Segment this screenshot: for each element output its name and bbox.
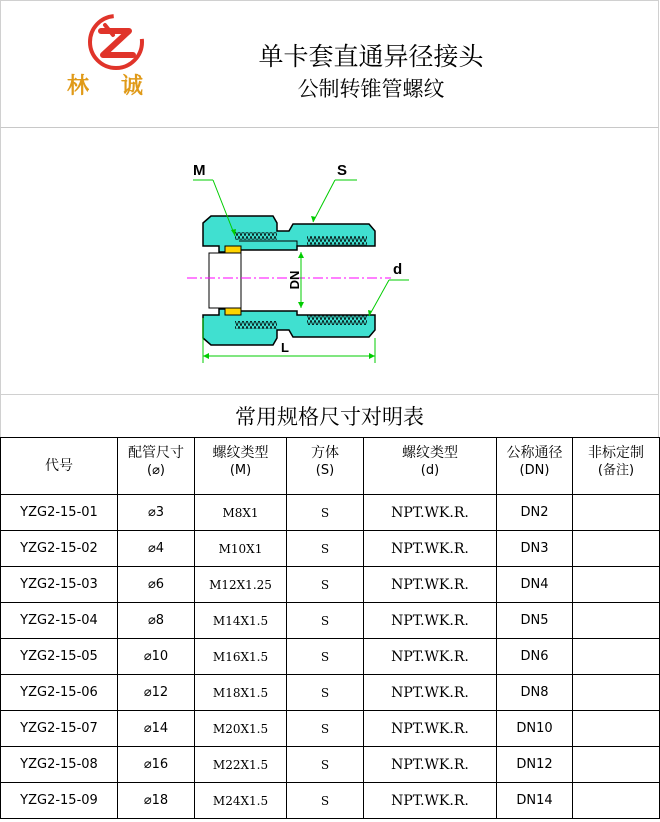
cell-thread-m: M16X1.5 — [195, 639, 287, 675]
cell-dn: DN8 — [497, 675, 573, 711]
cell-thread-m: M12X1.25 — [195, 567, 287, 603]
cell-tube-size: ⌀12 — [118, 675, 195, 711]
cell-code: YZG2-15-07 — [1, 711, 118, 747]
cell-thread-d: NPT.WK.R. — [364, 675, 497, 711]
cell-dn: DN12 — [497, 747, 573, 783]
cell-remark — [573, 711, 660, 747]
cell-code: YZG2-15-08 — [1, 747, 118, 783]
column-header — [118, 438, 195, 495]
cell-dn: DN10 — [497, 711, 573, 747]
cell-code: YZG2-15-02 — [1, 531, 118, 567]
cell-thread-m: M8X1 — [195, 495, 287, 531]
cell-tube-size: ⌀16 — [118, 747, 195, 783]
table-row — [1, 639, 660, 675]
column-header-label: 方体 — [311, 445, 339, 461]
cell-remark — [573, 639, 660, 675]
cell-remark — [573, 747, 660, 783]
cell-thread-m: M14X1.5 — [195, 603, 287, 639]
column-header-label: 螺纹类型 — [212, 445, 269, 461]
cell-code: YZG2-15-05 — [1, 639, 118, 675]
column-header-unit: (M) — [229, 463, 252, 478]
column-header — [364, 438, 497, 495]
cell-tube-size: ⌀18 — [118, 783, 195, 819]
cell-hex-s: S — [287, 783, 364, 819]
column-header — [195, 438, 287, 495]
page-title: 单卡套直通异径接头 — [258, 42, 484, 71]
label-m: M — [193, 162, 206, 179]
column-header-unit: (S) — [315, 463, 335, 478]
cell-dn: DN6 — [497, 639, 573, 675]
cell-tube-size: ⌀6 — [118, 567, 195, 603]
cell-code: YZG2-15-03 — [1, 567, 118, 603]
cell-dn: DN3 — [497, 531, 573, 567]
column-header-label: 非标定制 — [588, 445, 644, 461]
column-header-label: 代号 — [45, 458, 73, 474]
cell-hex-s: S — [287, 675, 364, 711]
cell-dn: DN2 — [497, 495, 573, 531]
cell-hex-s: S — [287, 531, 364, 567]
cell-remark — [573, 531, 660, 567]
cell-code: YZG2-15-06 — [1, 675, 118, 711]
cell-thread-d: NPT.WK.R. — [364, 603, 497, 639]
cell-dn: DN5 — [497, 603, 573, 639]
cell-remark — [573, 783, 660, 819]
cell-dn: DN4 — [497, 567, 573, 603]
column-header-label: 螺纹类型 — [402, 445, 458, 461]
column-header — [1, 438, 118, 495]
table-header-row — [1, 438, 660, 495]
label-d: d — [393, 261, 403, 278]
cell-thread-d: NPT.WK.R. — [364, 747, 497, 783]
column-header-unit: (DN) — [519, 463, 550, 478]
header — [0, 0, 659, 128]
cell-thread-d: NPT.WK.R. — [364, 567, 497, 603]
table-row — [1, 531, 660, 567]
cell-thread-d: NPT.WK.R. — [364, 711, 497, 747]
cell-tube-size: ⌀4 — [118, 531, 195, 567]
tube — [209, 253, 241, 308]
table-row — [1, 711, 660, 747]
cell-remark — [573, 675, 660, 711]
fitting-cross-section-drawing — [1, 128, 660, 394]
cell-hex-s: S — [287, 747, 364, 783]
logo-text-left: 林 — [67, 73, 92, 99]
column-header — [573, 438, 660, 495]
cell-remark — [573, 495, 660, 531]
column-header-label: 公称通径 — [506, 445, 563, 461]
cell-thread-d: NPT.WK.R. — [364, 495, 497, 531]
cell-dn: DN14 — [497, 783, 573, 819]
column-header-label: 配管尺寸 — [128, 445, 184, 461]
table-row — [1, 495, 660, 531]
cell-thread-d: NPT.WK.R. — [364, 639, 497, 675]
table-row — [1, 603, 660, 639]
cell-remark — [573, 603, 660, 639]
cell-hex-s: S — [287, 495, 364, 531]
column-header-unit: (⌀) — [147, 463, 165, 478]
column-header-unit: (d) — [420, 463, 440, 478]
cell-hex-s: S — [287, 711, 364, 747]
column-header — [497, 438, 573, 495]
cell-code: YZG2-15-01 — [1, 495, 118, 531]
cell-hex-s: S — [287, 567, 364, 603]
cell-thread-d: NPT.WK.R. — [364, 531, 497, 567]
cell-thread-m: M18X1.5 — [195, 675, 287, 711]
cell-thread-m: M22X1.5 — [195, 747, 287, 783]
logo-text-right: 诚 — [121, 73, 146, 99]
cell-thread-m: M10X1 — [195, 531, 287, 567]
table-row — [1, 567, 660, 603]
cell-hex-s: S — [287, 603, 364, 639]
cell-hex-s: S — [287, 639, 364, 675]
label-l: L — [281, 340, 289, 355]
cell-tube-size: ⌀10 — [118, 639, 195, 675]
page-subtitle: 公制转锥管螺纹 — [297, 77, 445, 101]
spec-table — [0, 437, 660, 819]
cell-thread-m: M20X1.5 — [195, 711, 287, 747]
table-caption: 常用规格尺寸对明表 — [0, 394, 659, 438]
table-row — [1, 675, 660, 711]
cell-thread-d: NPT.WK.R. — [364, 783, 497, 819]
label-s: S — [337, 162, 348, 179]
ferrule-upper — [225, 246, 241, 253]
table-row — [1, 783, 660, 819]
technical-drawing-panel — [0, 128, 659, 394]
cell-thread-m: M24X1.5 — [195, 783, 287, 819]
column-header-unit: (备注) — [597, 463, 635, 478]
ferrule-lower — [225, 308, 241, 315]
cell-code: YZG2-15-04 — [1, 603, 118, 639]
column-header — [287, 438, 364, 495]
label-dn: DN — [287, 270, 302, 290]
cell-code: YZG2-15-09 — [1, 783, 118, 819]
cell-tube-size: ⌀14 — [118, 711, 195, 747]
table-row — [1, 747, 660, 783]
cell-remark — [573, 567, 660, 603]
cell-tube-size: ⌀3 — [118, 495, 195, 531]
cell-tube-size: ⌀8 — [118, 603, 195, 639]
